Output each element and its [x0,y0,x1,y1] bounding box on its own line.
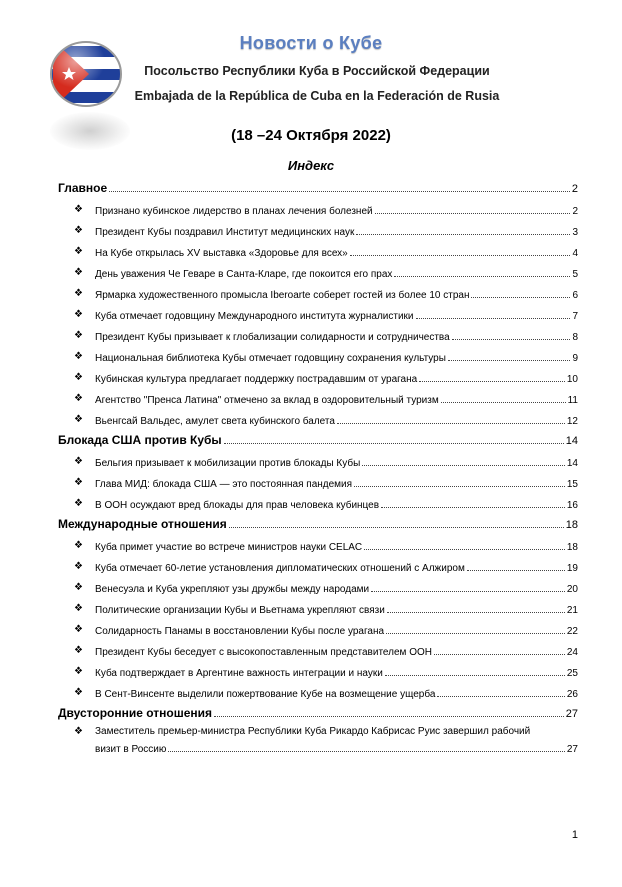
footer-page-number: 1 [571,829,578,841]
diamond-bullet-icon: ❖ [74,561,83,572]
toc-section-title: Блокада США против Кубы [58,433,222,447]
toc-item[interactable] [58,322,578,343]
diamond-bullet-icon: ❖ [74,477,83,488]
toc-item[interactable] [58,637,578,658]
diamond-bullet-icon: ❖ [74,225,83,236]
toc-item[interactable] [58,679,578,700]
toc-section-title: Главное [58,181,108,195]
toc-page-number: 14 [566,458,578,469]
toc-page-number: 21 [566,605,578,616]
toc-item-text: Куба отмечает 60-летие установления дипломатических отношений с Алжиром [95,563,465,574]
toc-item[interactable] [58,658,578,679]
toc-leader-dots [385,675,565,676]
toc-item[interactable] [58,406,578,427]
diamond-bullet-icon: ❖ [74,288,83,299]
toc-leader-dots [109,191,570,192]
toc-page-number: 16 [566,500,578,511]
embassy-name-ru: Посольство Республики Куба в Российской Федерации [144,64,490,78]
toc-item[interactable] [58,469,578,490]
toc-item-text: Куба подтверждает в Аргентине важность интеграции и науки [95,668,383,679]
toc-item[interactable] [58,385,578,406]
toc-leader-dots [337,423,565,424]
toc-page-number: 9 [572,353,578,364]
toc-page-number: 25 [566,668,578,679]
toc-page-number: 11 [567,395,578,406]
diamond-bullet-icon: ❖ [74,414,83,425]
toc-item-text: Венесуэла и Куба укрепляют узы дружбы между народами [95,584,370,595]
toc-leader-dots [354,486,565,487]
toc-leader-dots [214,716,564,717]
toc-section-title: Международные отношения [58,517,227,531]
toc-leader-dots [356,234,570,235]
toc-page-number: 26 [566,689,578,700]
diamond-bullet-icon: ❖ [74,309,83,320]
toc-page-number: 6 [572,290,578,301]
diamond-bullet-icon: ❖ [74,204,83,215]
toc-item-text: В Сент-Винсенте выделили пожертвование Кубе на возмещение ущерба [95,689,436,700]
toc-leader-dots [362,465,565,466]
toc-item-text-line1: Заместитель премьер-министра Республики Куба Рикардо Кабрисас Руис завершил рабочий [95,726,531,737]
toc-leader-dots [224,443,564,444]
toc-leader-dots [375,213,571,214]
toc-leader-dots [371,591,565,592]
page-title: Новости о Кубе [239,33,383,53]
toc-item-text: Президент Кубы призывает к глобализации солидарности и сотрудничества [95,332,450,343]
diamond-bullet-icon: ❖ [74,603,83,614]
toc-item-text: Глава МИД: блокада США — это постоянная пандемия [95,479,353,490]
toc-page-number: 7 [572,311,578,322]
toc-leader-dots [471,297,570,298]
diamond-bullet-icon: ❖ [74,666,83,677]
toc-page-number: 4 [572,248,578,259]
embassy-name-es: Embajada de la República de Cuba en la Federación de Rusia [134,89,500,103]
toc-item[interactable] [58,343,578,364]
toc-item-text: День уважения Че Геваре в Санта-Кларе, где покоится его прах [95,269,393,280]
toc-item[interactable] [58,238,578,259]
toc-item[interactable] [58,574,578,595]
table-of-contents [58,175,578,761]
toc-page-number: 19 [566,563,578,574]
toc-item-text: Кубинская культура предлагает поддержку пострадавшим от урагана [95,374,418,385]
diamond-bullet-icon: ❖ [74,687,83,698]
date-range: (18 –24 Октября 2022) [231,127,391,144]
toc-leader-dots [452,339,571,340]
toc-item-text: В ООН осуждают вред блокады для прав человека кубинцев [95,500,380,511]
diamond-bullet-icon: ❖ [74,645,83,656]
toc-leader-dots [364,549,565,550]
toc-section-title: Двусторонние отношения [58,706,213,720]
toc-page-number: 27 [565,708,578,720]
diamond-bullet-icon: ❖ [74,393,83,404]
toc-item-text: Президент Кубы беседует с высокопоставленным представителем ООН [95,647,432,658]
toc-page-number: 2 [571,183,578,195]
toc-page-number: 20 [566,584,578,595]
toc-item-text: На Кубе открылась XV выставка «Здоровье для всех» [95,248,348,259]
toc-item[interactable] [58,553,578,574]
toc-page-number: 18 [565,519,578,531]
toc-item-text: Национальная библиотека Кубы отмечает годовщину сохранения культуры [95,353,446,364]
toc-leader-dots [229,527,564,528]
toc-item-text: Политические организации Кубы и Вьетнама укрепляют связи [95,605,385,616]
toc-item[interactable] [58,196,578,217]
toc-section[interactable] [58,511,578,532]
diamond-bullet-icon: ❖ [74,624,83,635]
toc-item[interactable] [58,616,578,637]
diamond-bullet-icon: ❖ [74,582,83,593]
toc-item[interactable] [58,364,578,385]
toc-item-text: Ярмарка художественного промысла Iberoarte соберет гостей из более 10 стран [95,290,470,301]
toc-item-text: Вьенгсай Вальдес, амулет света кубинского балета [95,416,335,427]
toc-leader-dots [394,276,570,277]
diamond-bullet-icon: ❖ [74,330,83,341]
diamond-bullet-icon: ❖ [74,726,83,737]
toc-section[interactable] [58,427,578,448]
diamond-bullet-icon: ❖ [74,267,83,278]
toc-page-number: 3 [572,227,578,238]
toc-page-number: 15 [566,479,578,490]
toc-item[interactable] [58,259,578,280]
toc-item-text: Признано кубинское лидерство в планах лечения болезней [95,206,373,217]
toc-leader-dots [441,402,566,403]
toc-item-text: Солидарность Панамы в восстановлении Кубы после урагана [95,626,385,637]
toc-item[interactable] [58,595,578,616]
toc-page-number: 18 [566,542,578,553]
toc-item-text: Президент Кубы поздравил Институт медицинских наук [95,227,355,238]
toc-leader-dots [387,612,565,613]
toc-page-number: 8 [572,332,578,343]
diamond-bullet-icon: ❖ [74,372,83,383]
toc-section[interactable] [58,700,578,721]
toc-item-text: Куба примет участие во встрече министров науки CELAC [95,542,363,553]
toc-leader-dots [381,507,565,508]
toc-page-number: 14 [565,435,578,447]
toc-page-number: 24 [566,647,578,658]
toc-leader-dots [467,570,565,571]
toc-item-text: Куба отмечает годовщину Международного института журналистики [95,311,414,322]
diamond-bullet-icon: ❖ [74,246,83,257]
toc-page-number: 2 [572,206,578,217]
index-title: Индекс [287,158,335,173]
toc-page-number: 22 [566,626,578,637]
toc-leader-dots [386,633,565,634]
toc-item-text: Агентство "Пренса Латина" отмечено за вклад в оздоровительный туризм [95,395,439,406]
toc-item[interactable] [58,217,578,238]
toc-leader-dots [350,255,571,256]
diamond-bullet-icon: ❖ [74,456,83,467]
toc-page-number: 10 [566,374,578,385]
toc-item[interactable] [58,532,578,553]
toc-leader-dots [448,360,571,361]
toc-item[interactable] [58,448,578,469]
toc-leader-dots [419,381,565,382]
toc-item[interactable] [58,301,578,322]
toc-item-text-line2: визит в Россию [95,744,167,755]
diamond-bullet-icon: ❖ [74,498,83,509]
toc-page-number: 27 [566,744,578,755]
toc-page-number: 12 [566,416,578,427]
toc-leader-dots [168,751,564,752]
toc-item[interactable] [58,280,578,301]
diamond-bullet-icon: ❖ [74,540,83,551]
toc-leader-dots [437,696,564,697]
toc-page-number: 5 [572,269,578,280]
toc-item[interactable] [58,725,578,761]
diamond-bullet-icon: ❖ [74,351,83,362]
toc-section[interactable] [58,175,578,196]
toc-leader-dots [416,318,571,319]
toc-leader-dots [434,654,565,655]
toc-item[interactable] [58,490,578,511]
toc-item-text: Бельгия призывает к мобилизации против блокады Кубы [95,458,361,469]
